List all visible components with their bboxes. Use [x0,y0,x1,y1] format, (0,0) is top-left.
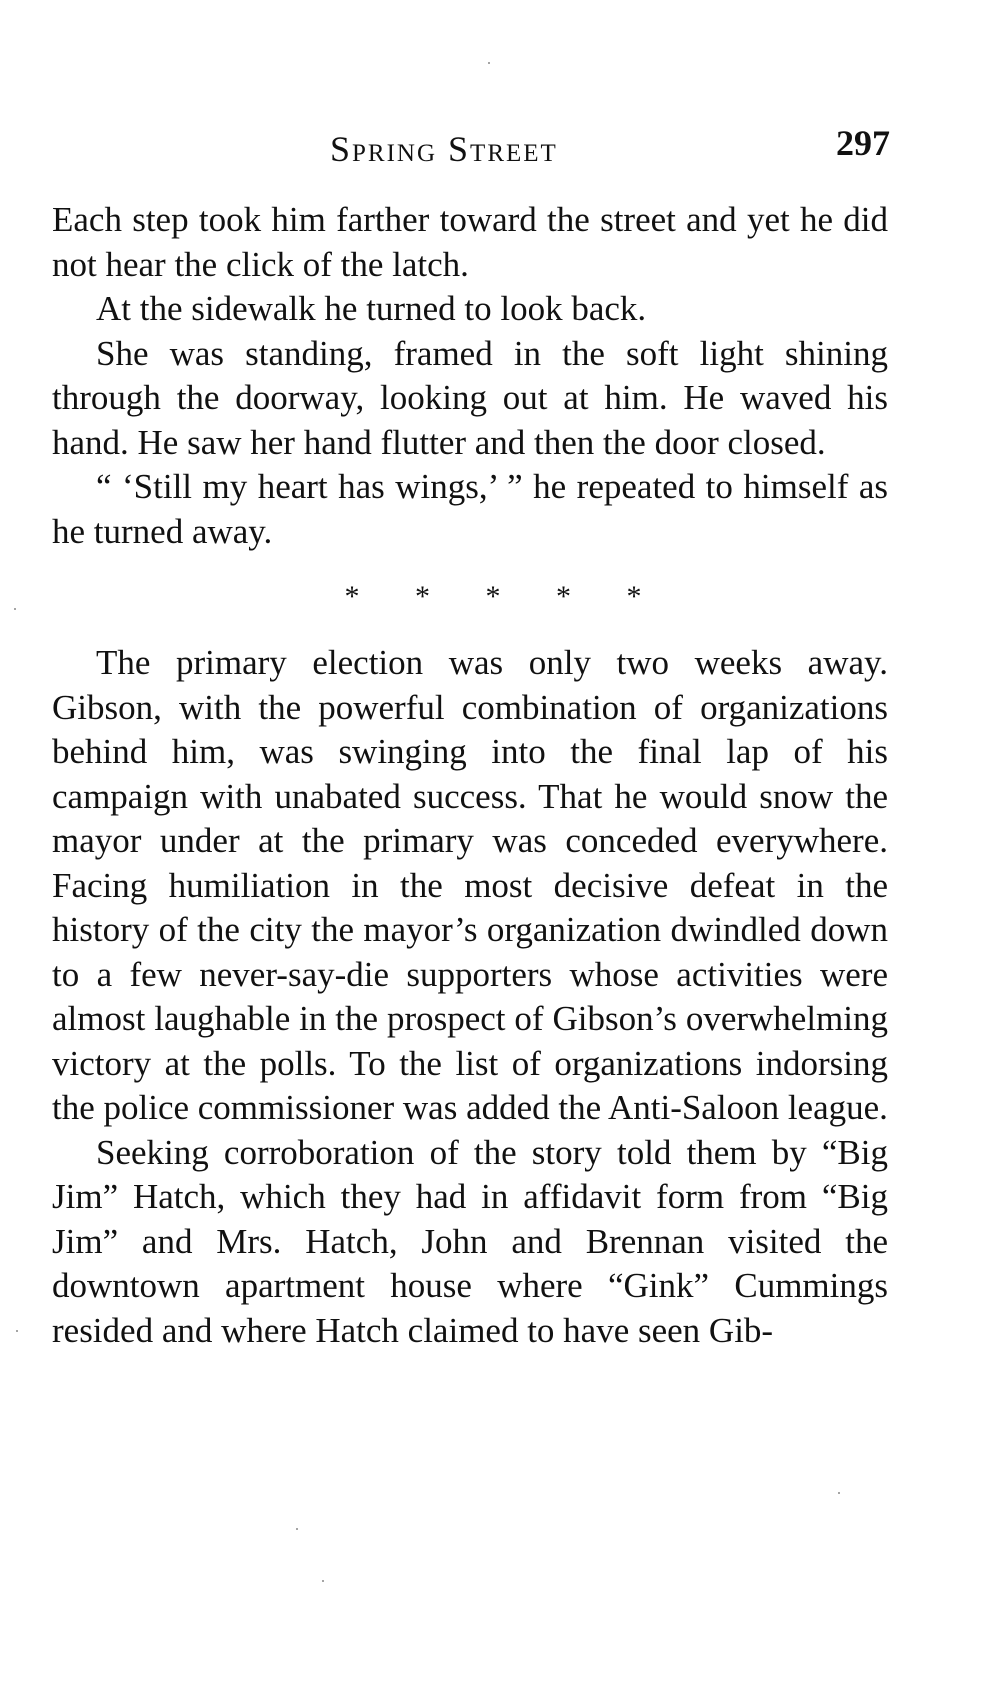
paragraph: She was standing, framed in the soft light shining through the doorway, looking out at him. He waved his hand. He saw her hand flutter and then the door closed. [52,333,888,462]
paragraph: Seeking corroboration of the story told them by “Big Jim” Hatch, which they had in affidavit form from “Big Jim” and Mrs. Hatch, John and Brennan visited the downtown apartment house where “Gink” Cummings resided and where Hatch claimed to have seen Gib- [52,1132,888,1350]
running-head [50,118,890,168]
paragraph: Each step took him farther toward the street and yet he did not hear the click of the latch. [52,200,888,284]
paper-speck [14,608,16,610]
section-separator: * * * * * [344,580,666,613]
paper-speck [838,1492,840,1494]
paper-speck [488,62,490,64]
paper-speck [296,1528,298,1530]
paper-speck [322,1580,324,1582]
paper-speck [16,1330,18,1332]
chapter-title: Spring Street [330,129,558,169]
paragraph: At the sidewalk he turned to look back. [96,289,647,328]
body-text [52,198,888,1353]
page-number: 297 [836,123,890,163]
paragraph: “ ‘Still my heart has wings,’ ” he repeated to himself as he turned away. [52,467,888,551]
paragraph: The primary election was only two weeks away. Gibson, with the powerful combination of organizations behind him, was swinging into the final lap of his campaign with unabated success. That he would snow the mayor under at the primary was conceded everywhere. Facing humiliation in the most decisive defeat in the history of the city the mayor’s organization dwindled down to a few never-say-die supporters whose activities were almost laughable in the prospect of Gibson’s overwhelming victory at the polls. To the list of organizations indorsing the police commissioner was added the Anti-Saloon league. [52,643,888,1127]
